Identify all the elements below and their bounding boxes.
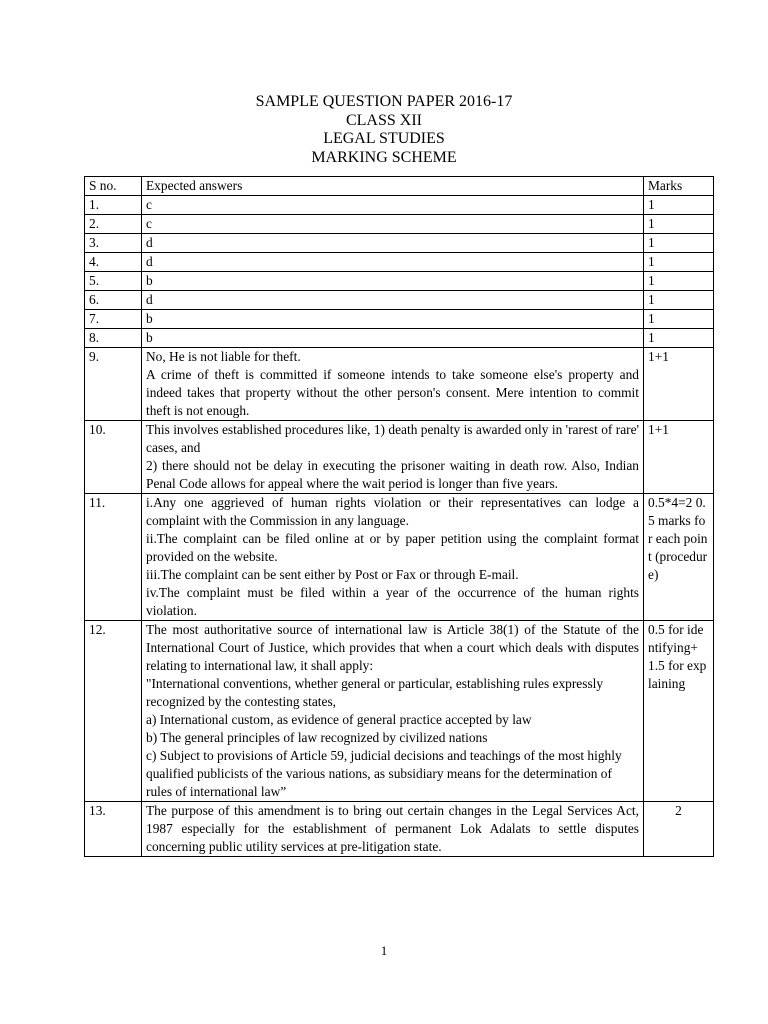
answer-line: "International conventions, whether general or particular, establishing rules expressly <box>146 676 604 691</box>
table-header-row <box>85 177 714 196</box>
row-expected-answer <box>142 421 644 494</box>
row-expected-answer <box>142 253 644 272</box>
subject-title: LEGAL STUDIES <box>323 130 445 147</box>
row-sno: 10. <box>85 421 142 494</box>
row-marks: 1+1 <box>644 348 714 421</box>
row-marks: 2 <box>644 802 714 857</box>
table-row <box>85 802 714 857</box>
row-marks: 1 <box>644 215 714 234</box>
class-title: CLASS XII <box>345 111 422 129</box>
table-body <box>85 196 714 857</box>
paper-title: SAMPLE QUESTION PAPER 2016-17 <box>255 93 513 110</box>
answer-line: d <box>146 254 153 269</box>
answer-line: a) International custom, as evidence of general practice accepted by law <box>146 712 532 727</box>
header-sno: S no. <box>85 177 142 196</box>
table-row <box>85 215 714 234</box>
row-marks: 1 <box>644 196 714 215</box>
row-marks: 1 <box>644 234 714 253</box>
row-marks: 0.5 for identifying+ 1.5 for explaining <box>644 621 714 802</box>
row-expected-answer <box>142 234 644 253</box>
row-marks: 1 <box>644 329 714 348</box>
row-marks: 1 <box>644 310 714 329</box>
answer-line: No, He is not liable for theft. <box>146 349 301 364</box>
table-row <box>85 329 714 348</box>
row-expected-answer <box>142 196 644 215</box>
answer-line: b) The general principles of law recognized by civilized nations <box>146 730 488 745</box>
row-marks: 1 <box>644 291 714 310</box>
answer-line: c) Subject to provisions of Article 59, judicial decisions and teachings of the most highly <box>146 748 622 763</box>
row-sno: 8. <box>85 329 142 348</box>
table-row <box>85 621 714 802</box>
row-sno: 7. <box>85 310 142 329</box>
row-sno: 1. <box>85 196 142 215</box>
row-marks: 1+1 <box>644 421 714 494</box>
answer-line: qualified publicists of the various nations, as subsidiary means for the determination of <box>146 766 612 781</box>
answer-line: rules of international law” <box>146 784 287 799</box>
row-marks: 1 <box>644 253 714 272</box>
row-sno: 4. <box>85 253 142 272</box>
page-number: 1 <box>380 943 388 958</box>
row-sno: 11. <box>85 494 142 621</box>
answer-line: b <box>146 273 153 288</box>
answer-line: b <box>146 330 153 345</box>
row-expected-answer <box>142 802 644 857</box>
answer-line: c <box>146 216 152 231</box>
table-row <box>85 196 714 215</box>
answer-line: i.Any one aggrieved of human rights violation or their representatives can lodge a complaint with the Commission in any language. <box>146 495 639 528</box>
row-sno: 3. <box>85 234 142 253</box>
table-row <box>85 348 714 421</box>
row-sno: 6. <box>85 291 142 310</box>
answer-line: This involves established procedures like, 1) death penalty is awarded only in 'rarest of rare' cases, and <box>146 422 639 455</box>
row-sno: 9. <box>85 348 142 421</box>
table-row <box>85 234 714 253</box>
table-row <box>85 421 714 494</box>
table-row <box>85 494 714 621</box>
row-marks: 0.5*4=2 0.5 marks for each point (procedure) <box>644 494 714 621</box>
header-marks: Marks <box>644 177 714 196</box>
row-expected-answer <box>142 291 644 310</box>
header-expected-answers: Expected answers <box>142 177 644 196</box>
document-header <box>0 93 768 167</box>
table-row <box>85 253 714 272</box>
answer-line: recognized by the contesting states, <box>146 694 337 709</box>
answer-line: c <box>146 197 152 212</box>
table-row <box>85 310 714 329</box>
answer-line: iv.The complaint must be filed within a year of the occurrence of the human rights violation. <box>146 585 639 618</box>
row-sno: 12. <box>85 621 142 802</box>
answer-line: ii.The complaint can be filed online at or by paper petition using the complaint format provided on the website. <box>146 531 639 564</box>
row-expected-answer <box>142 494 644 621</box>
row-sno: 2. <box>85 215 142 234</box>
table-row <box>85 291 714 310</box>
row-expected-answer <box>142 621 644 802</box>
row-expected-answer <box>142 310 644 329</box>
row-expected-answer <box>142 329 644 348</box>
row-sno: 13. <box>85 802 142 857</box>
answer-line: A crime of theft is committed if someone intends to take someone else's property and indeed takes that property without the other person's consent. Mere intention to commit theft is not enough. <box>146 367 639 418</box>
row-expected-answer <box>142 272 644 291</box>
answer-line: iii.The complaint can be sent either by Post or Fax or through E-mail. <box>146 567 519 582</box>
row-marks: 1 <box>644 272 714 291</box>
answer-line: The most authoritative source of international law is Article 38(1) of the Statute of the International Court of Justice, which provides that when a court which deals with disputes relating to international law, it shall apply: <box>146 622 639 673</box>
answer-line: d <box>146 292 153 307</box>
table-row <box>85 272 714 291</box>
answer-line: The purpose of this amendment is to bring out certain changes in the Legal Services Act, 1987 especially for the establishment of permanent Lok Adalats to settle disputes concerning public utility services at pre-litigation state. <box>146 803 639 854</box>
row-expected-answer <box>142 348 644 421</box>
answer-line: d <box>146 235 153 250</box>
marking-scheme-table <box>84 176 714 857</box>
row-expected-answer <box>142 215 644 234</box>
answer-line: 2) there should not be delay in executing the prisoner waiting in death row. Also, Indian Penal Code allows for appeal where the wait period is longer than five years. <box>146 458 639 491</box>
answer-line: b <box>146 311 153 326</box>
row-sno: 5. <box>85 272 142 291</box>
scheme-title: MARKING SCHEME <box>311 148 457 166</box>
